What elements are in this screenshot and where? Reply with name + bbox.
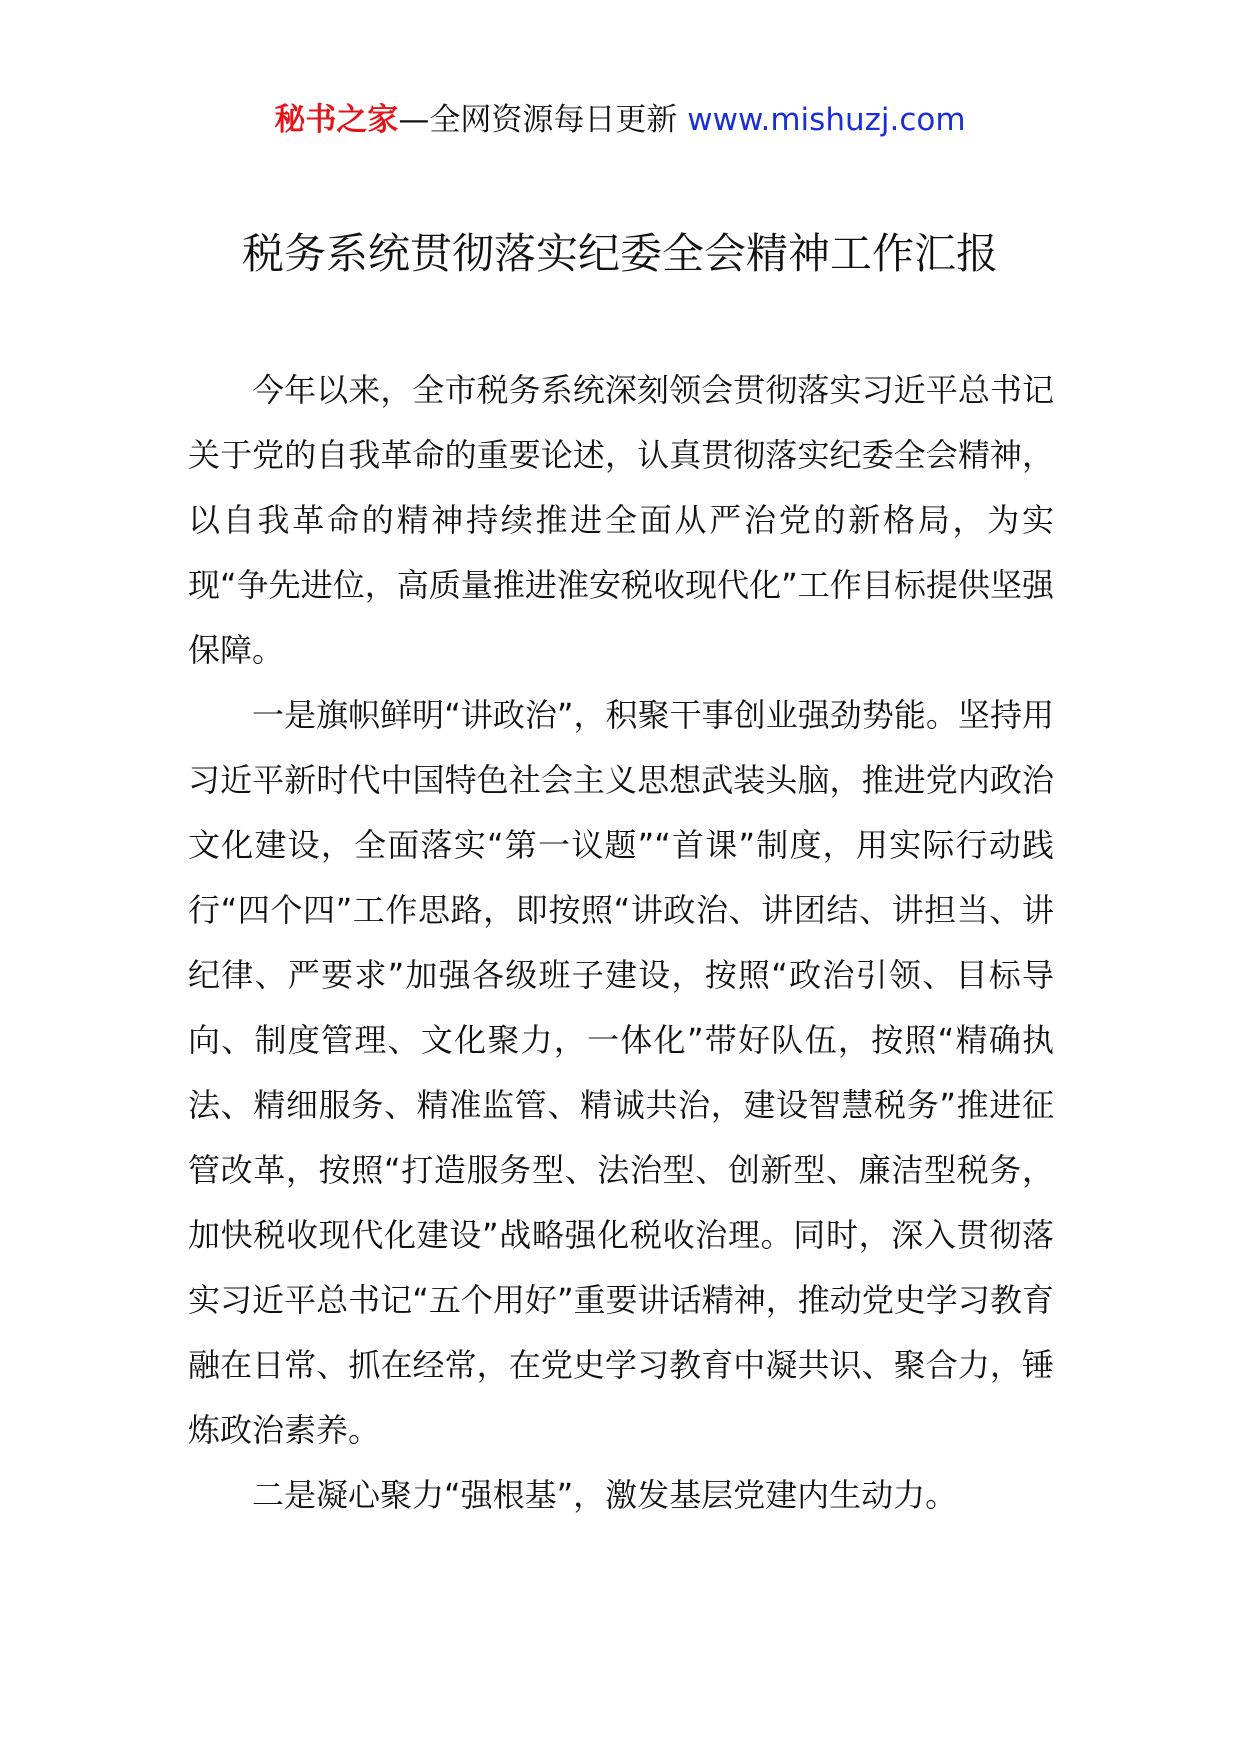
document-body <box>188 358 1054 1528</box>
site-header <box>0 98 1240 142</box>
paragraph-intro: 今年以来，全市税务系统深刻领会贯彻落实习近平总书记关于党的自我革命的重要论述，认真贯彻落实纪委全会精神，以自我革命的精神持续推进全面从严治党的新格局，为实现“争先进位，高质量推进淮安税收现代化”工作目标提供坚强保障。 <box>188 371 1054 669</box>
header-tagline: —全网资源每日更新 <box>398 102 688 138</box>
site-url-link[interactable]: www.mishuzj.com <box>687 102 966 138</box>
paragraph-point-one: 一是旗帜鲜明“讲政治”，积聚干事创业强劲势能。坚持用习近平新时代中国特色社会主义思想武装头脑，推进党内政治文化建设，全面落实“第一议题”“首课”制度，用实际行动践行“四个四”工作思路，即按照“讲政治、讲团结、讲担当、讲纪律、严要求”加强各级班子建设，按照“政治引领、目标导向、制度管理、文化聚力，一体化”带好队伍，按照“精确执法、精细服务、精准监管、精诚共治，建设智慧税务”推进征管改革，按照“打造服务型、法治型、创新型、廉洁型税务，加快税收现代化建设”战略强化税收治理。同时，深入贯彻落实习近平总书记“五个用好”重要讲话精神，推动党史学习教育融在日常、抓在经常，在党史学习教育中凝共识、聚合力，锤炼政治素养。 <box>188 696 1054 1449</box>
paragraph-point-two: 二是凝心聚力“强根基”，激发基层党建内生动力。 <box>252 1476 958 1514</box>
document-title: 税务系统贯彻落实纪委全会精神工作汇报 <box>241 229 998 278</box>
brand-name: 秘书之家 <box>274 102 399 138</box>
